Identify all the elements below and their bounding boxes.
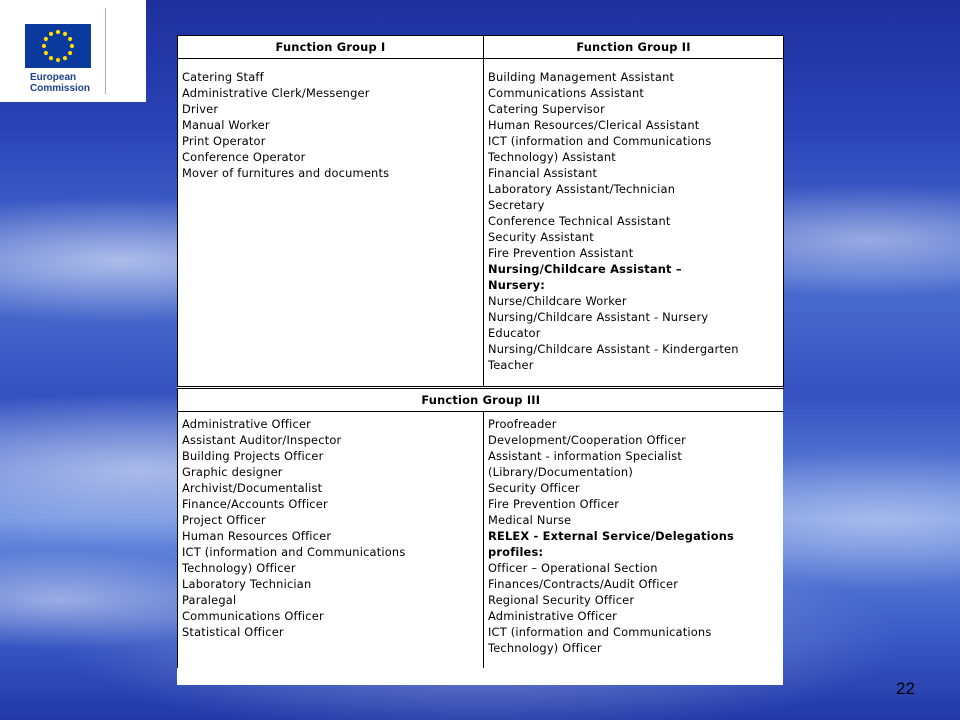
list-item: Medical Nurse (488, 513, 572, 527)
list-item: Manual Worker (182, 118, 270, 132)
list-item: (Library/Documentation) (488, 465, 633, 479)
list-item: Catering Staff (182, 70, 264, 84)
list-item: Laboratory Technician (182, 577, 312, 591)
list-item: Technology) Officer (488, 641, 602, 655)
list-item: Graphic designer (182, 465, 283, 479)
list-item: Conference Operator (182, 150, 306, 164)
eu-flag-icon (25, 24, 91, 68)
logo-divider (105, 8, 106, 94)
list-item: Driver (182, 102, 219, 116)
list-item: Statistical Officer (182, 625, 284, 639)
list-subheading: Nursery: (488, 278, 545, 292)
list-item: Security Officer (488, 481, 580, 495)
list-item: Catering Supervisor (488, 102, 605, 116)
list-item: Technology) Officer (182, 561, 296, 575)
list-item: Officer – Operational Section (488, 561, 658, 575)
list-item: Communications Officer (182, 609, 324, 623)
function-group-iii-header: Function Group III (178, 389, 784, 412)
list-item: Building Projects Officer (182, 449, 324, 463)
function-group-table-2 (177, 388, 784, 668)
list-item: Finance/Accounts Officer (182, 497, 328, 511)
table-row (178, 412, 784, 669)
function-group-i-header: Function Group I (178, 36, 484, 59)
list-item: Administrative Officer (488, 609, 618, 623)
list-item: Assistant Auditor/Inspector (182, 433, 342, 447)
list-item: Print Operator (182, 134, 266, 148)
table-header-row (178, 389, 784, 412)
list-item: Technology) Assistant (488, 150, 616, 164)
list-item: Paralegal (182, 593, 237, 607)
list-item: ICT (information and Communications (488, 134, 712, 148)
list-item: ICT (information and Communications (182, 545, 406, 559)
list-item: Educator (488, 326, 541, 340)
logo-line-1: European (30, 72, 77, 83)
logo-caption (30, 72, 90, 94)
list-item: Administrative Clerk/Messenger (182, 86, 370, 100)
list-item: Nursing/Childcare Assistant - Kindergarten (488, 342, 739, 356)
list-item: Conference Technical Assistant (488, 214, 671, 228)
list-item: Regional Security Officer (488, 593, 635, 607)
function-groups-document (177, 35, 783, 685)
function-group-iii-left-list (178, 412, 484, 669)
function-group-ii-list (484, 59, 784, 387)
list-subheading: profiles: (488, 545, 544, 559)
list-item: Financial Assistant (488, 166, 598, 180)
list-item: Teacher (488, 358, 534, 372)
list-item: ICT (information and Communications (488, 625, 712, 639)
list-item: Assistant - information Specialist (488, 449, 683, 463)
function-group-i-list (178, 59, 484, 387)
function-group-table-1 (177, 35, 784, 387)
list-item: Human Resources/Clerical Assistant (488, 118, 700, 132)
list-item: Archivist/Documentalist (182, 481, 323, 495)
list-item: Proofreader (488, 417, 557, 431)
logo-line-2: Commission (30, 83, 91, 94)
list-item: Mover of furnitures and documents (182, 166, 390, 180)
list-item: Administrative Officer (182, 417, 312, 431)
list-item: Communications Assistant (488, 86, 645, 100)
list-item: Laboratory Assistant/Technician (488, 182, 676, 196)
list-item: Project Officer (182, 513, 266, 527)
list-item: Fire Prevention Assistant (488, 246, 634, 260)
list-item: Security Assistant (488, 230, 594, 244)
list-item: Nurse/Childcare Worker (488, 294, 627, 308)
table-header-row (178, 36, 784, 59)
european-commission-logo (0, 0, 146, 102)
list-item: Fire Prevention Officer (488, 497, 620, 511)
list-item: Development/Cooperation Officer (488, 433, 687, 447)
list-item: Secretary (488, 198, 545, 212)
function-group-ii-header: Function Group II (484, 36, 784, 59)
list-subheading: RELEX - External Service/Delegations (488, 529, 735, 543)
table-row (178, 59, 784, 387)
list-item: Finances/Contracts/Audit Officer (488, 577, 679, 591)
list-item: Nursing/Childcare Assistant - Nursery (488, 310, 709, 324)
list-item: Building Management Assistant (488, 70, 675, 84)
list-item: Human Resources Officer (182, 529, 332, 543)
page-number: 22 (896, 679, 915, 698)
function-group-iii-right-list (484, 412, 784, 669)
list-subheading: Nursing/Childcare Assistant – (488, 262, 682, 276)
